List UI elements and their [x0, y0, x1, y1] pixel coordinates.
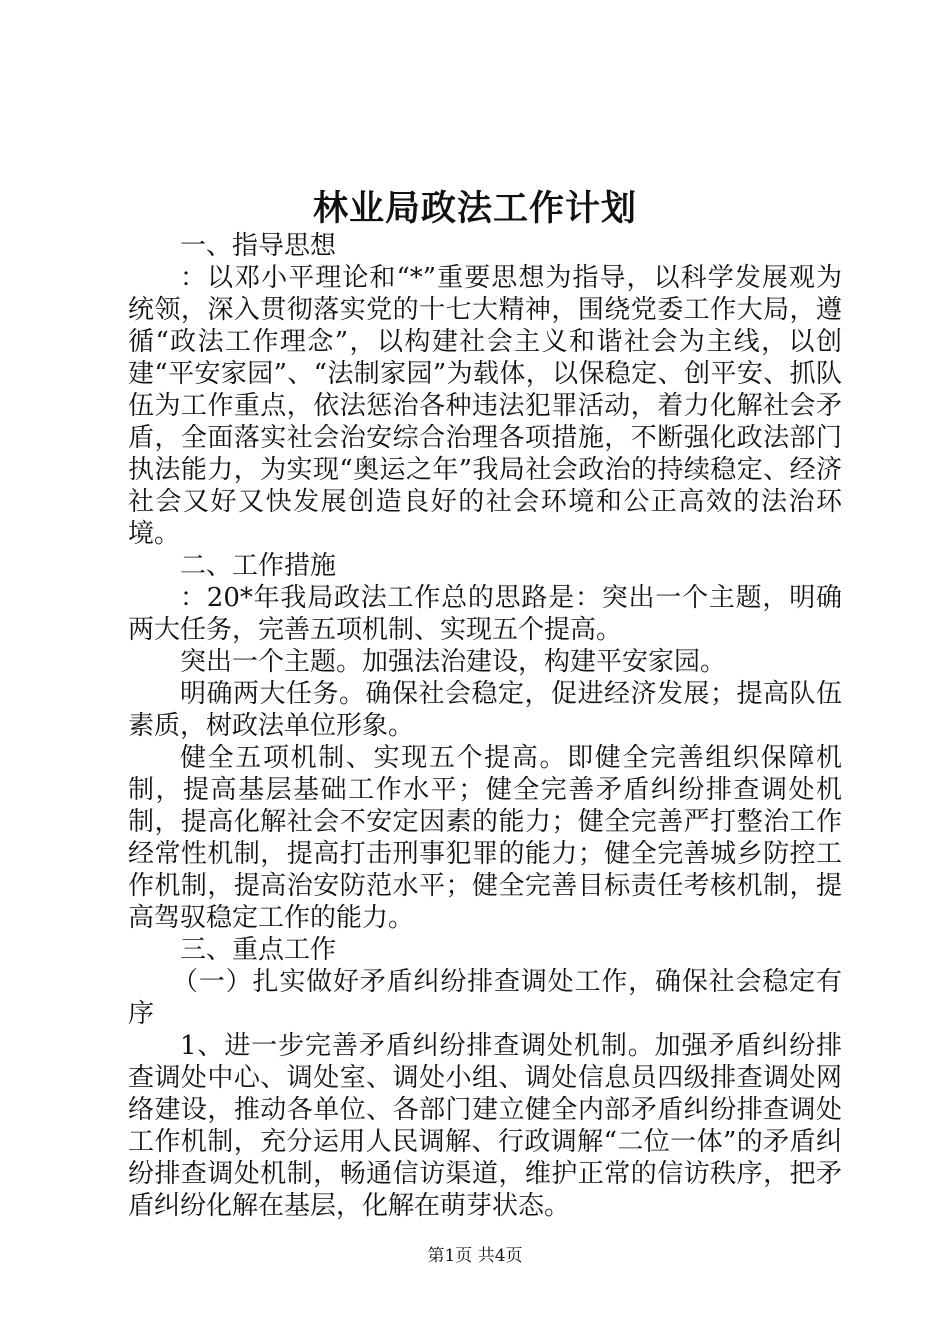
paragraph-dispute-mechanism: 1、进一步完善矛盾纠纷排查调处机制。加强矛盾纠纷排查调处中心、调处室、调处小组、调处信息员四级排查调处网络建设，推动各单位、各部门建立健全内部矛盾纠纷排查调处工作机制，充分运用人民调解、行政调解“二位一体”的矛盾纠纷排查调处机制，畅通信访渠道，维护正常的信访秩序，把矛盾纠纷化解在基层，化解在萌芽状态。 — [128, 1031, 842, 1221]
paragraph-guiding-ideology: ：以邓小平理论和“*”重要思想为指导，以科学发展观为统领，深入贯彻落实党的十七大精神，围绕党委工作大局，遵循“政法工作理念”，以构建社会主义和谐社会为主线，以创建“平安家园”、“法制家园”为载体，以保稳定、创平安、抓队伍为工作重点，依法惩治各种违法犯罪活动，着力化解社会矛盾，全面落实社会治安综合治理各项措施，不断强化政法部门执法能力，为实现“奥运之年”我局社会政治的持续稳定、经济社会又好又快发展创造良好的社会环境和公正高效的法治环境。 — [128, 263, 842, 549]
section-heading-guiding-ideology: 一、指导思想 — [180, 231, 337, 261]
paragraph-work-measures: ：20*年我局政法工作总的思路是：突出一个主题，明确两大任务，完善五项机制、实现五个提高。 — [128, 583, 842, 645]
subsection-heading-dispute-resolution: （一）扎实做好矛盾纠纷排查调处工作，确保社会稳定有序 — [128, 967, 842, 1029]
document-body — [128, 230, 842, 1222]
paragraph-two-tasks: 明确两大任务。确保社会稳定，促进经济发展；提高队伍素质，树政法单位形象。 — [128, 679, 842, 741]
paragraph-five-mechanisms: 健全五项机制、实现五个提高。即健全完善组织保障机制，提高基层基础工作水平；健全完善矛盾纠纷排查调处机制，提高化解社会不安定因素的能力；健全完善严打整治工作经常性机制，提高打击刑事犯罪的能力；健全完善城乡防控工作机制，提高治安防范水平；健全完善目标责任考核机制，提高驾驭稳定工作的能力。 — [128, 743, 842, 933]
page-footer: 第1页 共4页 — [427, 1246, 523, 1266]
section-heading-work-measures: 二、工作措施 — [180, 551, 337, 581]
paragraph-one-theme: 突出一个主题。加强法治建设，构建平安家园。 — [180, 647, 727, 677]
document-title: 林业局政法工作计划 — [312, 188, 637, 229]
section-heading-key-work: 三、重点工作 — [180, 935, 337, 965]
